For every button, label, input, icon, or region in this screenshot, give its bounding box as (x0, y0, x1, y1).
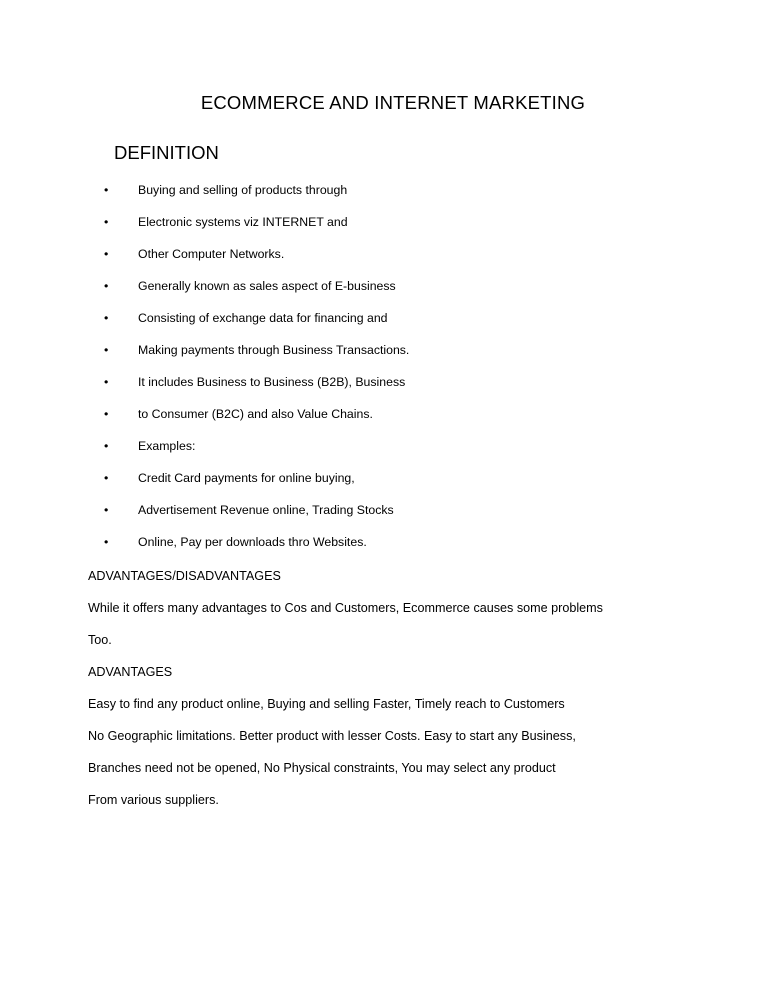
bullet-icon: • (104, 183, 109, 197)
section-heading-definition: DEFINITION (114, 142, 219, 163)
paragraph-line: From various suppliers. (88, 793, 219, 807)
bullet-icon: • (104, 439, 109, 453)
bullet-icon: • (104, 311, 109, 325)
paragraph-line: Easy to find any product online, Buying and selling Faster, Timely reach to Customers (88, 697, 565, 711)
list-item-label: Credit Card payments for online buying, (138, 471, 355, 485)
list-item (0, 534, 768, 550)
bullet-icon: • (104, 375, 109, 389)
bullet-icon: • (104, 215, 109, 229)
bullet-icon: • (104, 471, 109, 485)
advantages-section (0, 566, 768, 808)
list-item (0, 342, 768, 358)
bullet-icon: • (104, 343, 109, 357)
list-item (0, 374, 768, 390)
paragraph-line: Too. (88, 633, 112, 647)
list-item-label: to Consumer (B2C) and also Value Chains. (138, 407, 373, 421)
list-item (0, 246, 768, 262)
list-item-label: Examples: (138, 439, 196, 453)
list-item (0, 214, 768, 230)
list-item-label: Electronic systems viz INTERNET and (138, 215, 348, 229)
bullet-icon: • (104, 503, 109, 517)
list-item-label: Consisting of exchange data for financing and (138, 311, 388, 325)
list-item (0, 182, 768, 198)
list-item (0, 502, 768, 518)
page-title: ECOMMERCE AND INTERNET MARKETING (200, 92, 586, 113)
list-item-label: Making payments through Business Transactions. (138, 343, 410, 357)
section-heading-advantages-disadvantages: ADVANTAGES/DISADVANTAGES (88, 569, 281, 583)
list-item (0, 406, 768, 422)
list-item (0, 278, 768, 294)
paragraph-line: While it offers many advantages to Cos and Customers, Ecommerce causes some problems (88, 601, 603, 615)
bullet-icon: • (104, 279, 109, 293)
list-item-label: Online, Pay per downloads thro Websites. (138, 535, 367, 549)
list-item (0, 438, 768, 454)
bullet-icon: • (104, 407, 109, 421)
paragraph-line: Branches need not be opened, No Physical constraints, You may select any product (88, 761, 556, 775)
list-item (0, 310, 768, 326)
list-item-label: Generally known as sales aspect of E-business (138, 279, 396, 293)
bullet-icon: • (104, 247, 109, 261)
list-item-label: Buying and selling of products through (138, 183, 348, 197)
definition-bullet-list (0, 164, 768, 550)
section-heading-advantages: ADVANTAGES (88, 665, 173, 679)
list-item (0, 470, 768, 486)
list-item-label: It includes Business to Business (B2B), Business (138, 375, 406, 389)
bullet-icon: • (104, 535, 109, 549)
list-item-label: Advertisement Revenue online, Trading Stocks (138, 503, 394, 517)
paragraph-line: No Geographic limitations. Better product with lesser Costs. Easy to start any Business, (88, 729, 576, 743)
list-item-label: Other Computer Networks. (138, 247, 285, 261)
